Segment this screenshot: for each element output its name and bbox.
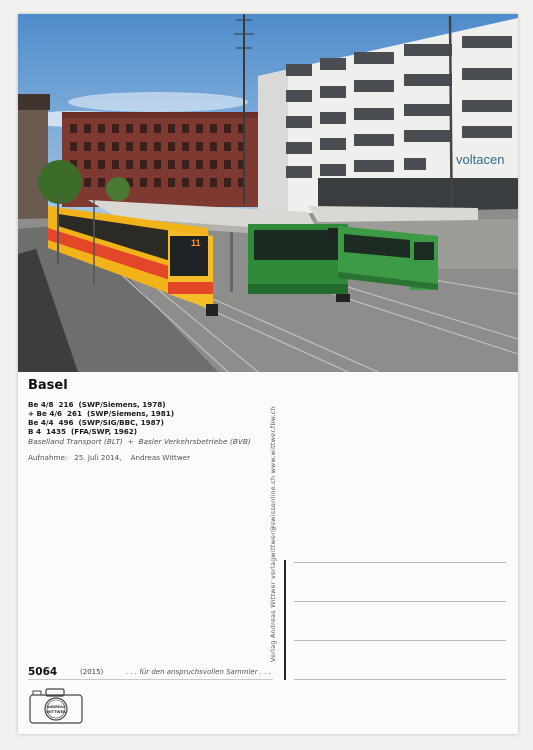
card-number: 5064 (28, 666, 58, 678)
photo-credit: Aufnahme: 25. Juli 2014, Andreas Wittwer (28, 453, 191, 462)
card-year: (2015) (80, 668, 104, 676)
camera-logo-icon (28, 686, 84, 726)
slogan: . . . für den anspruchsvollen Sammler . . . (126, 668, 271, 676)
logo-text-line1: ANDREAS (46, 705, 66, 709)
vehicle-entry: + Be 4/6 261 (SWP/Siemens, 1981) (28, 409, 175, 418)
address-line (294, 562, 506, 563)
footer-rule (28, 679, 273, 680)
vehicle-entry: Be 4/8 216 (SWP/Siemens, 1978) (28, 400, 166, 409)
green-tram-front (248, 224, 350, 302)
address-divider (284, 560, 286, 680)
tram-photo (18, 14, 518, 372)
logo-text-line2: WITTWER (46, 710, 66, 714)
address-line (294, 679, 506, 680)
operators-line: Baselland Transport (BLT) + Basler Verkehrsbetriebe (BVB) (28, 437, 251, 446)
vehicle-entry: B 4 1435 (FFA/SWP, 1962) (28, 427, 138, 436)
brick-building (62, 112, 262, 207)
publisher-vertical-text: Verlag Andreas Wittwer verlagwittwer@swissonline.ch www.wittwer.fbw.ch (270, 406, 277, 662)
address-line (294, 640, 506, 641)
postcard (18, 14, 518, 734)
building-sign: voltacen (456, 152, 505, 167)
vehicle-entry: Be 4/4 496 (SWP/SIG/BBC, 1987) (28, 418, 164, 427)
postcard-title: Basel (28, 378, 68, 393)
address-line (294, 601, 506, 602)
yellow-tram-route: 11 (191, 238, 201, 248)
vehicle-list (28, 400, 174, 436)
